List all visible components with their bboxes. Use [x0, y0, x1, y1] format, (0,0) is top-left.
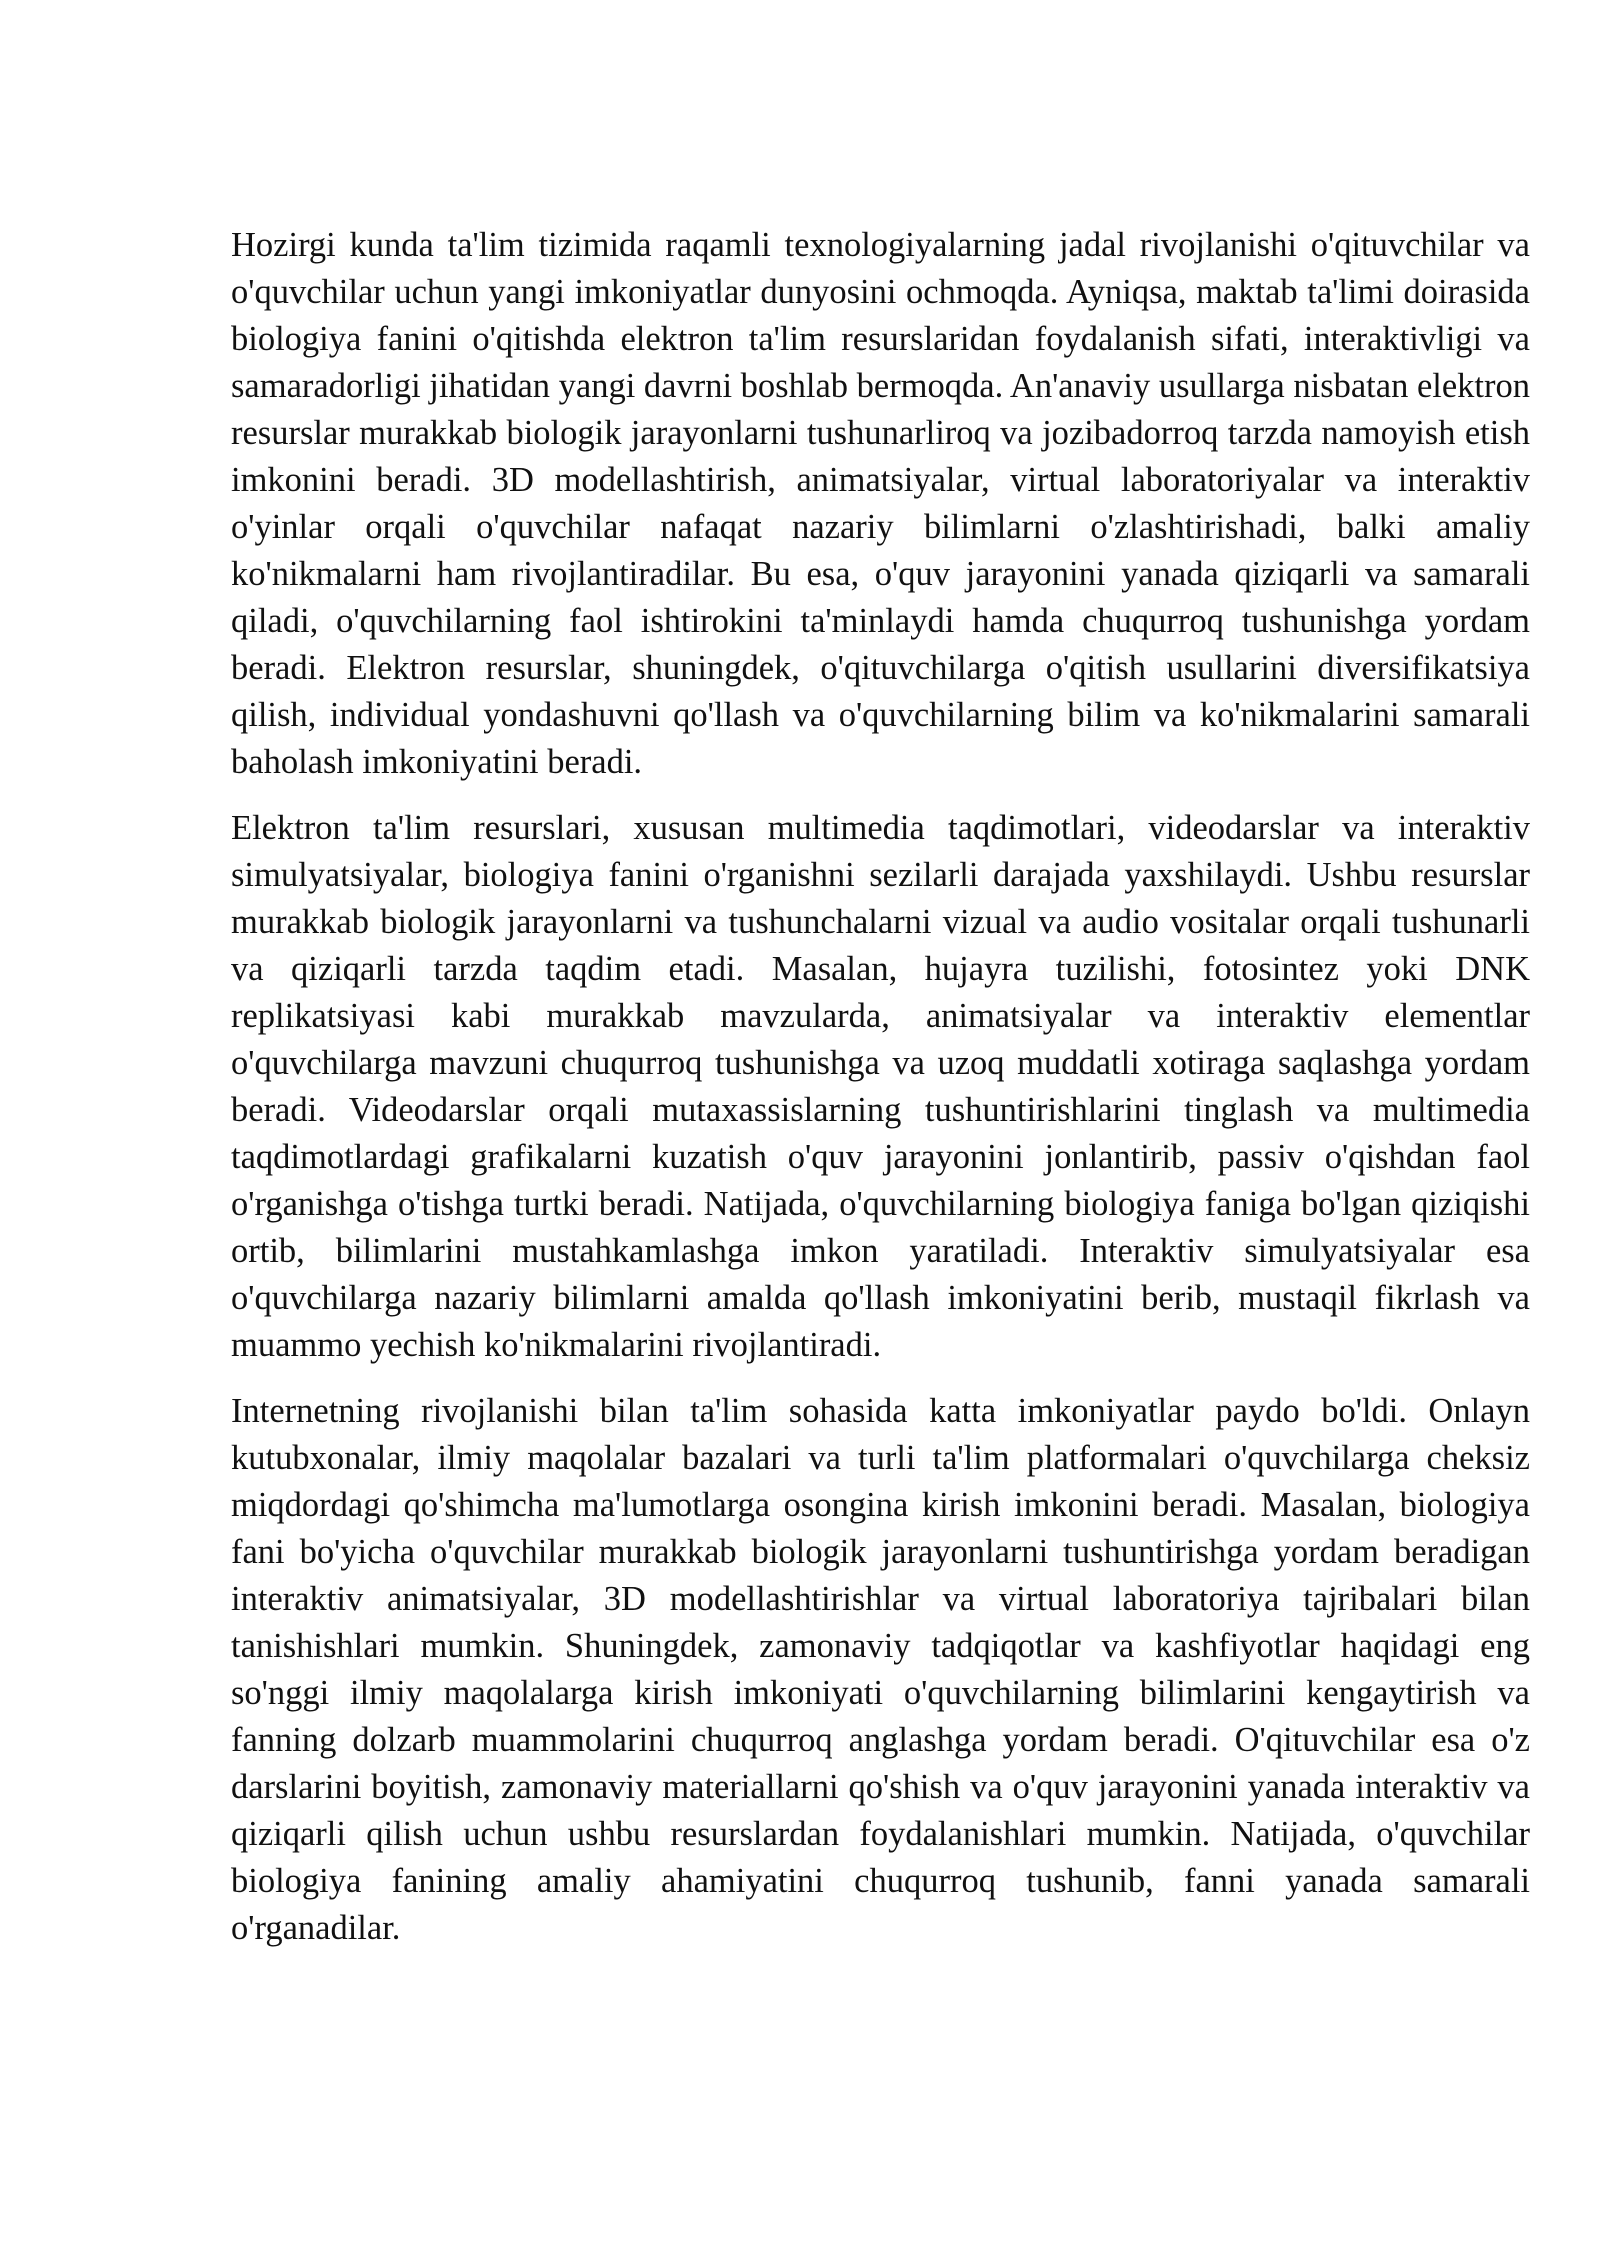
paragraph: Elektron ta'lim resurslari, xususan multimedia taqdimotlari, videodarslar va interaktiv simulyatsiyalar, biologiya fanini o'rganishni sezilarli darajada yaxshilaydi. Ushbu resurslar murakkab biologik jarayonlarni va tushunchalarni vizual va audio vositalar orqali tushunarli va qiziqarli tarzda taqdim etadi. Masalan, hujayra tuzilishi, fotosintez yoki DNK replikatsiyasi kabi murakkab mavzularda, animatsiyalar va interaktiv elementlar o'quvchilarga mavzuni chuqurroq tushunishga va uzoq muddatli xotiraga saqlashga yordam beradi. Videodarslar orqali mutaxassislarning tushuntirishlarini tinglash va multimedia taqdimotlardagi grafikalarni kuzatish o'quv jarayonini jonlantirib, passiv o'qishdan faol o'rganishga o'tishga turtki beradi. Natijada, o'quvchilarning biologiya faniga bo'lgan qiziqishi ortib, bilimlarini mustahkamlashga imkon yaratiladi. Interaktiv simulyatsiyalar esa o'quvchilarga nazariy bilimlarni amalda qo'llash imkoniyatini berib, mustaqil fikrlash va muammo yechish ko'nikmalarini rivojlantiradi. [231, 809, 1530, 1364]
paragraph: Hozirgi kunda ta'lim tizimida raqamli texnologiyalarning jadal rivojlanishi o'qituvchilar va o'quvchilar uchun yangi imkoniyatlar dunyosini ochmoqda. Ayniqsa, maktab ta'limi doirasida biologiya fanini o'qitishda elektron ta'lim resurslaridan foydalanish sifati, interaktivligi va samaradorligi jihatidan yangi davrni boshlab bermoqda. An'anaviy usullarga nisbatan elektron resurslar murakkab biologik jarayonlarni tushunarliroq va jozibadorroq tarzda namoyish etish imkonini beradi. 3D modellashtirish, animatsiyalar, virtual laboratoriyalar va interaktiv o'yinlar orqali o'quvchilar nafaqat nazariy bilimlarni o'zlashtirishadi, balki amaliy ko'nikmalarni ham rivojlantiradilar. Bu esa, o'quv jarayonini yanada qiziqarli va samarali qiladi, o'quvchilarning faol ishtirokini ta'minlaydi hamda chuqurroq tushunishga yordam beradi. Elektron resurslar, shuningdek, o'qituvchilarga o'qitish usullarini diversifikatsiya qilish, individual yondashuvni qo'llash va o'quvchilarning bilim va ko'nikmalarini samarali baholash imkoniyatini beradi. [231, 226, 1530, 781]
paragraph: Internetning rivojlanishi bilan ta'lim sohasida katta imkoniyatlar paydo bo'ldi. Onlayn kutubxonalar, ilmiy maqolalar bazalari va turli ta'lim platformalari o'quvchilarga cheksiz miqdordagi qo'shimcha ma'lumotlarga osongina kirish imkonini beradi. Masalan, biologiya fani bo'yicha o'quvchilar murakkab biologik jarayonlarni tushuntirishga yordam beradigan interaktiv animatsiyalar, 3D modellashtirishlar va virtual laboratoriya tajribalari bilan tanishishlari mumkin. Shuningdek, zamonaviy tadqiqotlar va kashfiyotlar haqidagi eng so'nggi ilmiy maqolalarga kirish imkoniyati o'quvchilarning bilimlarini kengaytirish va fanning dolzarb muammolarini chuqurroq anglashga yordam beradi. O'qituvchilar esa o'z darslarini boyitish, zamonaviy materiallarni qo'shish va o'quv jarayonini yanada interaktiv va qiziqarli qilish uchun ushbu resurslardan foydalanishlari mumkin. Natijada, o'quvchilar biologiya fanining amaliy ahamiyatini chuqurroq tushunib, fanni yanada samarali o'rganadilar. [231, 1392, 1530, 1947]
document-body [231, 222, 1530, 1971]
